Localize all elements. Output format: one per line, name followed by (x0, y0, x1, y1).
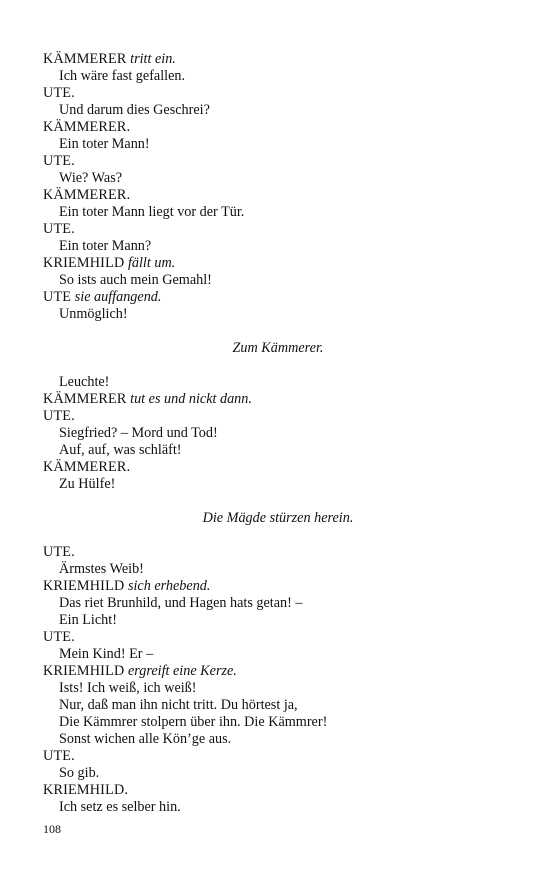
inline-stage-direction: sie auffangend. (74, 289, 162, 305)
speaker-name: UTE. (43, 221, 75, 237)
speech-line: Zu Hülfe! (59, 476, 116, 492)
speaker-line (43, 544, 513, 561)
speaker-name: KÄMMERER. (43, 187, 131, 203)
speech-line: Unmöglich! (59, 306, 128, 322)
speaker-line (43, 391, 513, 408)
speech-line: Ein Licht! (59, 612, 117, 628)
speaker-name: KÄMMERER. (43, 459, 131, 475)
stage-direction: Die Mägde stürzen herein. (202, 510, 354, 526)
speech-line: Ich setz es selber hin. (59, 799, 181, 815)
speech-line: Die Kämmrer stolpern über ihn. Die Kämmrer! (59, 714, 328, 730)
speech-line: Ich wäre fast gefallen. (59, 68, 186, 84)
speech-line: Wie? Was? (59, 170, 123, 186)
inline-stage-direction: sich erhebend. (127, 578, 211, 594)
inline-stage-direction: ergreift eine Kerze. (127, 663, 237, 679)
speaker-line (43, 51, 513, 68)
speaker-name: UTE. (43, 748, 75, 764)
speaker-line (43, 408, 513, 425)
stage-direction: Zum Kämmerer. (232, 340, 324, 356)
speaker-line (43, 221, 513, 238)
speaker-line (43, 578, 513, 595)
speaker-line (43, 255, 513, 272)
speech-line: Sonst wichen alle Kön’ge aus. (59, 731, 232, 747)
speaker-line (43, 782, 513, 799)
speaker-line (43, 748, 513, 765)
speech-line: Ein toter Mann liegt vor der Tür. (59, 204, 245, 220)
speech-line: Mein Kind! Er – (59, 646, 154, 662)
inline-stage-direction: fällt um. (127, 255, 176, 271)
speech-line: Ärmstes Weib! (59, 561, 144, 577)
speaker-name: UTE. (43, 153, 75, 169)
play-text (43, 51, 513, 816)
speaker-name: UTE. (43, 408, 75, 424)
speaker-line (43, 85, 513, 102)
speech-line: Nur, daß man ihn nicht tritt. Du hörtest ja, (59, 697, 298, 713)
speech-line: Ists! Ich weiß, ich weiß! (59, 680, 197, 696)
speech-line: Leuchte! (59, 374, 110, 390)
speech-line: Ein toter Mann? (59, 238, 152, 254)
speech-line: So ists auch mein Gemahl! (59, 272, 212, 288)
speaker-line (43, 459, 513, 476)
speaker-line (43, 187, 513, 204)
speech-line: Und darum dies Geschrei? (59, 102, 210, 118)
speaker-name: KRIEMHILD (43, 255, 125, 271)
speech-line: So gib. (59, 765, 100, 781)
page-number: 108 (43, 822, 61, 836)
speaker-name: KRIEMHILD. (43, 782, 129, 798)
speaker-line (43, 153, 513, 170)
speech-line: Auf, auf, was schläft! (59, 442, 182, 458)
speaker-name: UTE. (43, 544, 75, 560)
speaker-name: KÄMMERER (43, 391, 127, 407)
speech-line: Ein toter Mann! (59, 136, 150, 152)
speech-line: Das riet Brunhild, und Hagen hats getan! – (59, 595, 303, 611)
speaker-name: KÄMMERER (43, 51, 127, 67)
speaker-name: UTE. (43, 85, 75, 101)
inline-stage-direction: tritt ein. (130, 51, 176, 67)
speaker-line (43, 629, 513, 646)
speaker-name: KRIEMHILD (43, 578, 125, 594)
inline-stage-direction: tut es und nickt dann. (130, 391, 252, 407)
speaker-line (43, 289, 513, 306)
speaker-line (43, 663, 513, 680)
speech-line: Siegfried? – Mord und Tod! (59, 425, 218, 441)
speaker-name: UTE (43, 289, 72, 305)
speaker-name: KRIEMHILD (43, 663, 125, 679)
speaker-name: UTE. (43, 629, 75, 645)
speaker-line (43, 119, 513, 136)
speaker-name: KÄMMERER. (43, 119, 131, 135)
